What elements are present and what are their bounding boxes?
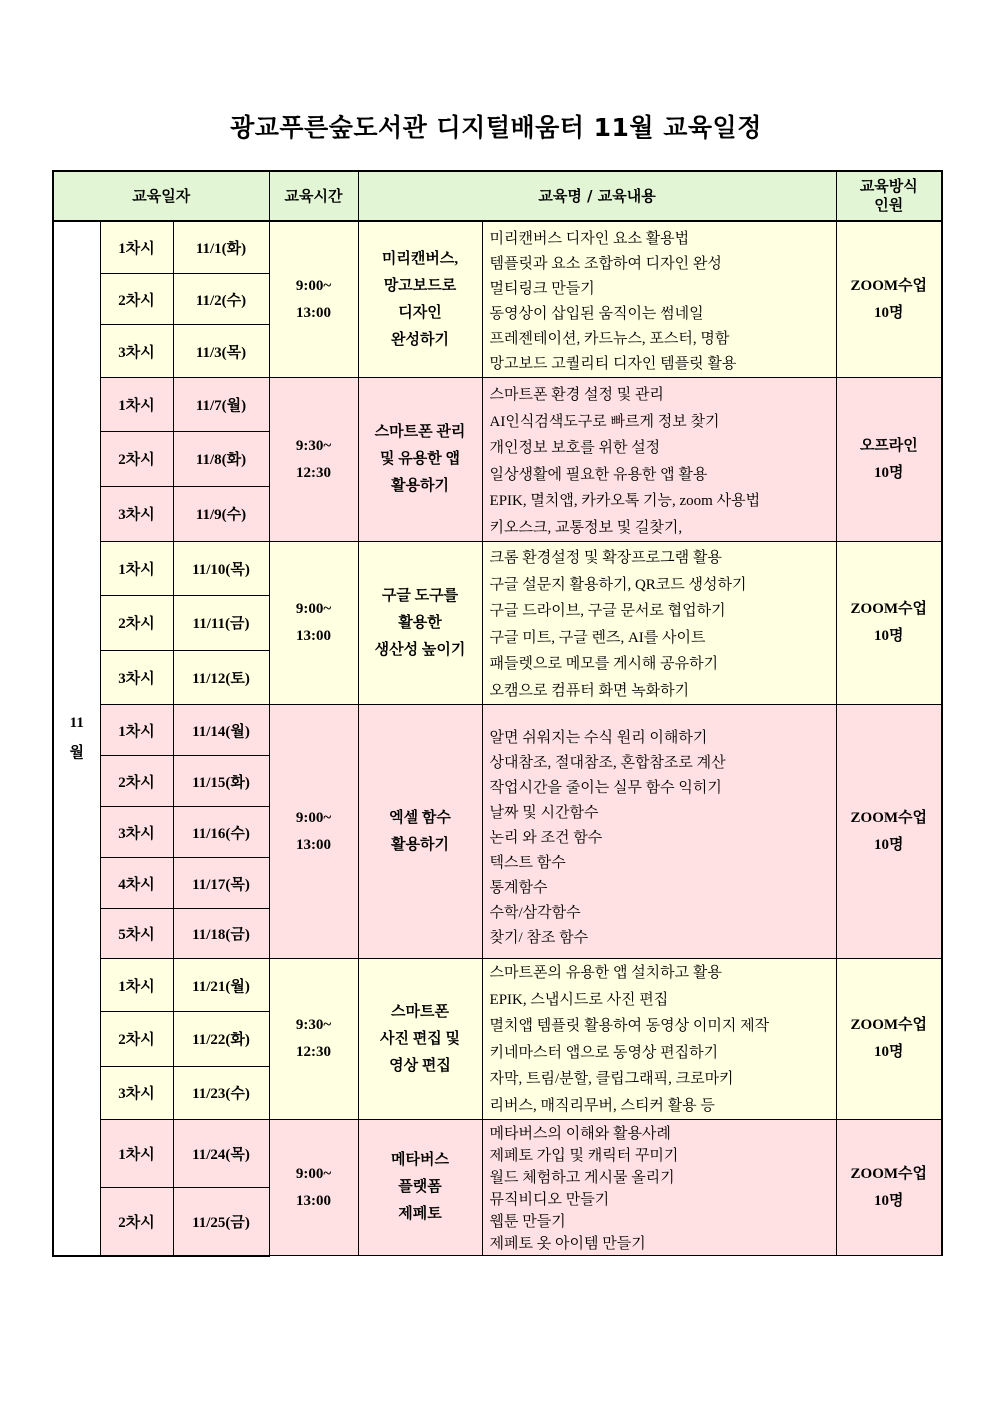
course-name-line: 구글 도구를 xyxy=(381,587,459,604)
content-line: 수학/삼각함수 xyxy=(489,905,581,921)
session-cell: 1차시 xyxy=(100,378,173,432)
session-cell: 4차시 xyxy=(100,858,173,909)
capacity: 10명 xyxy=(874,836,904,853)
capacity: 10명 xyxy=(874,628,904,644)
course-content-cell xyxy=(482,705,836,959)
method-type: ZOOM수업 xyxy=(850,809,928,826)
course-name-line: 사진 편집 및 xyxy=(380,1030,460,1047)
date-cell: 11/9(수) xyxy=(173,486,269,541)
course-name-line: 미리캔버스, xyxy=(381,250,459,267)
date-cell: 11/10(목) xyxy=(173,542,269,596)
content-line: 스마트폰 환경 설정 및 관리 xyxy=(489,387,664,403)
session-cell: 3차시 xyxy=(100,807,173,858)
course-content-cell xyxy=(482,959,836,1120)
session-cell: 3차시 xyxy=(100,486,173,541)
month-unit: 월 xyxy=(69,745,84,762)
time-cell xyxy=(269,1120,358,1256)
time-line: 9:30~ xyxy=(295,1017,332,1033)
capacity: 10명 xyxy=(874,464,904,481)
date-cell: 11/25(금) xyxy=(173,1188,269,1256)
session-cell: 3차시 xyxy=(100,650,173,704)
method-cell xyxy=(836,221,942,378)
date-cell: 11/23(수) xyxy=(173,1066,269,1119)
content-line: 망고보드 고퀄리티 디자인 템플릿 활용 xyxy=(489,356,737,372)
content-line: 통계함수 xyxy=(489,880,548,896)
time-line: 12:30 xyxy=(296,464,332,481)
session-cell: 2차시 xyxy=(100,431,173,486)
course-name-line: 스마트폰 관리 xyxy=(374,424,466,440)
header-date: 교육일자 xyxy=(53,171,269,221)
time-line: 12:30 xyxy=(296,1044,332,1060)
time-line: 9:00~ xyxy=(295,1165,332,1182)
content-line: 구글 드라이브, 구글 문서로 협업하기 xyxy=(489,603,726,619)
course-name-line: 및 유용한 앱 xyxy=(380,451,460,467)
course-name-cell xyxy=(358,705,482,959)
course-content-cell xyxy=(482,542,836,705)
schedule-table xyxy=(52,170,943,1257)
course-name-line: 망고보드로 xyxy=(383,277,457,294)
time-line: 13:00 xyxy=(296,304,332,321)
date-cell: 11/18(금) xyxy=(173,909,269,959)
time-cell xyxy=(269,378,358,542)
course-name-cell xyxy=(358,959,482,1120)
content-line: 프레젠테이션, 카드뉴스, 포스터, 명함 xyxy=(489,331,730,347)
content-line: 크롬 환경설정 및 확장프로그램 활용 xyxy=(489,550,722,566)
content-line: 멸치앱 템플릿 활용하여 동영상 이미지 제작 xyxy=(489,1018,770,1034)
content-line: 일상생활에 필요한 유용한 앱 활용 xyxy=(489,466,708,483)
date-cell: 11/15(화) xyxy=(173,756,269,807)
course-name-line: 활용하기 xyxy=(391,478,450,494)
header-row xyxy=(53,171,942,221)
content-line: 템플릿과 요소 조합하여 디자인 완성 xyxy=(489,256,722,272)
content-line: 스마트폰의 유용한 앱 설치하고 활용 xyxy=(489,965,722,981)
table-row xyxy=(53,378,942,432)
course-content-cell xyxy=(482,378,836,542)
content-line: 제페토 옷 아이템 만들기 xyxy=(489,1236,646,1252)
content-line: 오캠으로 컴퓨터 화면 녹화하기 xyxy=(489,682,690,699)
course-name-line: 제페토 xyxy=(398,1206,442,1222)
content-line: 패들렛으로 메모를 게시해 공유하기 xyxy=(489,656,719,672)
course-name-line: 완성하기 xyxy=(391,331,450,348)
session-cell: 2차시 xyxy=(100,1012,173,1066)
table-row xyxy=(53,959,942,1012)
capacity: 10명 xyxy=(874,304,904,321)
header-method xyxy=(836,171,942,221)
date-cell: 11/11(금) xyxy=(173,596,269,650)
time-cell xyxy=(269,221,358,378)
date-cell: 11/24(목) xyxy=(173,1120,269,1188)
content-line: AI인식검색도구로 빠르게 정보 찾기 xyxy=(489,413,720,430)
header-method-line2: 인원 xyxy=(874,196,904,214)
content-line: 구글 설문지 활용하기, QR코드 생성하기 xyxy=(489,576,747,593)
capacity: 10명 xyxy=(874,1192,904,1209)
content-line: 찾기/ 참조 함수 xyxy=(489,930,589,946)
header-method-line1: 교육방식 xyxy=(859,177,918,195)
content-line: 메타버스의 이해와 활용사례 xyxy=(489,1126,671,1142)
content-line: 날짜 및 시간함수 xyxy=(489,805,599,821)
session-cell: 2차시 xyxy=(100,596,173,650)
time-cell xyxy=(269,542,358,705)
date-cell: 11/17(목) xyxy=(173,858,269,909)
time-line: 9:00~ xyxy=(295,601,332,617)
session-cell: 1차시 xyxy=(100,221,173,274)
session-cell: 5차시 xyxy=(100,909,173,959)
course-name-line: 생산성 높이기 xyxy=(374,641,466,658)
date-cell: 11/2(수) xyxy=(173,274,269,325)
time-line: 9:00~ xyxy=(295,277,332,294)
method-type: ZOOM수업 xyxy=(850,277,928,294)
content-line: 뮤직비디오 만들기 xyxy=(489,1192,610,1208)
course-name-cell xyxy=(358,221,482,378)
table-row xyxy=(53,705,942,756)
date-cell: 11/1(화) xyxy=(173,221,269,274)
course-name-cell xyxy=(358,378,482,542)
content-line: 멀티링크 만들기 xyxy=(489,281,595,297)
time-cell xyxy=(269,959,358,1120)
content-line: 상대참조, 절대참조, 혼합참조로 계산 xyxy=(489,755,726,771)
content-line: 자막, 트림/분할, 클립그래픽, 크로마키 xyxy=(489,1071,734,1087)
date-cell: 11/3(목) xyxy=(173,325,269,378)
session-cell: 1차시 xyxy=(100,705,173,756)
content-line: 구글 미트, 구글 렌즈, AI를 사이트 xyxy=(489,629,706,646)
session-cell: 2차시 xyxy=(100,274,173,325)
month-number: 11 xyxy=(69,715,84,732)
page-title: 광교푸른숲도서관 디지털배움터 11월 교육일정 xyxy=(230,113,762,142)
course-name-line: 플랫폼 xyxy=(398,1179,442,1195)
content-line: 월드 체험하고 게시물 올리기 xyxy=(489,1170,675,1186)
date-cell: 11/12(토) xyxy=(173,650,269,704)
course-name-line: 활용하기 xyxy=(391,836,450,853)
capacity: 10명 xyxy=(874,1044,904,1060)
method-cell xyxy=(836,1120,942,1256)
content-line: 논리 와 조건 함수 xyxy=(489,830,603,846)
course-name-cell xyxy=(358,542,482,705)
header-time: 교육시간 xyxy=(269,171,358,221)
method-cell xyxy=(836,705,942,959)
time-line: 13:00 xyxy=(296,836,332,853)
method-type: 오프라인 xyxy=(859,437,918,454)
course-content-cell xyxy=(482,1120,836,1256)
table-row xyxy=(53,1120,942,1188)
date-cell: 11/22(화) xyxy=(173,1012,269,1066)
content-line: 키오스크, 교통정보 및 길찾기, xyxy=(489,519,683,536)
time-cell xyxy=(269,705,358,959)
date-cell: 11/16(수) xyxy=(173,807,269,858)
date-cell: 11/7(월) xyxy=(173,378,269,432)
session-cell: 3차시 xyxy=(100,325,173,378)
date-cell: 11/14(월) xyxy=(173,705,269,756)
method-type: ZOOM수업 xyxy=(850,1165,928,1182)
method-cell xyxy=(836,959,942,1120)
content-line: 키네마스터 앱으로 동영상 편집하기 xyxy=(489,1044,719,1061)
content-line: 제페토 가입 및 캐릭터 꾸미기 xyxy=(489,1148,679,1164)
course-name-line: 메타버스 xyxy=(391,1152,450,1168)
method-cell xyxy=(836,542,942,705)
content-line: 웹툰 만들기 xyxy=(489,1214,566,1230)
date-cell: 11/21(월) xyxy=(173,959,269,1012)
course-content-cell xyxy=(482,221,836,378)
method-type: ZOOM수업 xyxy=(850,601,928,617)
content-line: EPIK, 스냅시드로 사진 편집 xyxy=(489,991,669,1008)
session-cell: 2차시 xyxy=(100,1188,173,1256)
content-line: 개인정보 보호를 위한 설정 xyxy=(489,440,661,456)
course-name-cell xyxy=(358,1120,482,1256)
session-cell: 1차시 xyxy=(100,542,173,596)
content-line: 미리캔버스 디자인 요소 활용법 xyxy=(489,231,690,247)
table-row xyxy=(53,542,942,596)
session-cell: 1차시 xyxy=(100,1120,173,1188)
method-type: ZOOM수업 xyxy=(850,1017,928,1033)
content-line: 알면 쉬워지는 수식 원리 이해하기 xyxy=(489,730,708,746)
course-name-line: 엑셀 함수 xyxy=(389,809,451,826)
time-line: 9:30~ xyxy=(295,437,332,454)
content-line: 리버스, 매직리무버, 스티커 활용 등 xyxy=(489,1097,715,1114)
content-line: 작업시간을 줄이는 실무 함수 익히기 xyxy=(489,780,722,796)
session-cell: 1차시 xyxy=(100,959,173,1012)
time-line: 13:00 xyxy=(296,1192,332,1209)
table-row xyxy=(53,221,942,274)
course-name-line: 스마트폰 xyxy=(391,1003,450,1020)
content-line: 텍스트 함수 xyxy=(489,855,566,871)
method-cell xyxy=(836,378,942,542)
content-line: EPIK, 멸치앱, 카카오톡 기능, zoom 사용법 xyxy=(489,493,761,509)
month-cell xyxy=(53,221,100,1256)
date-cell: 11/8(화) xyxy=(173,431,269,486)
course-name-line: 활용한 xyxy=(398,614,442,631)
header-course: 교육명 / 교육내용 xyxy=(358,171,836,221)
time-line: 9:00~ xyxy=(295,809,332,826)
time-line: 13:00 xyxy=(296,628,332,644)
course-name-line: 디자인 xyxy=(398,304,442,321)
session-cell: 3차시 xyxy=(100,1066,173,1119)
content-line: 동영상이 삽입된 움직이는 썸네일 xyxy=(489,306,704,322)
course-name-line: 영상 편집 xyxy=(389,1057,451,1074)
session-cell: 2차시 xyxy=(100,756,173,807)
